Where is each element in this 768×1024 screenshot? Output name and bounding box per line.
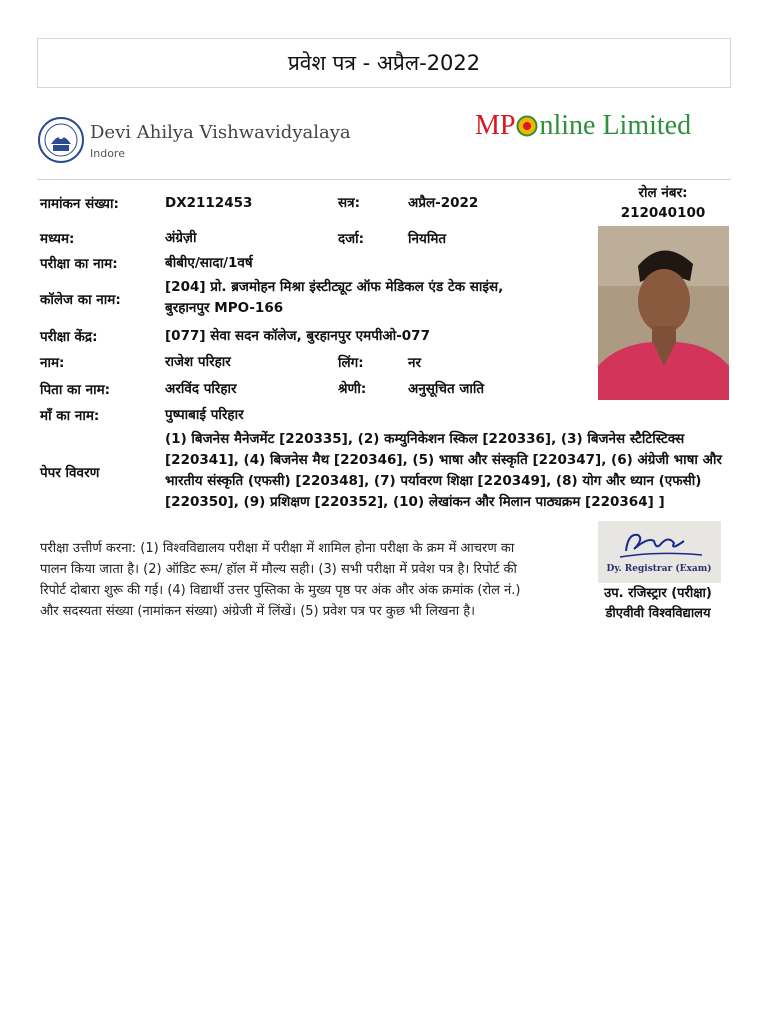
instructions-line-2: पालन किया जाता है। (2) ऑडिट रूम/ हॉल में मौल्य सही। (3) सभी परीक्षा में प्रवेश पत्र है। रिपोर्ट की [40,562,517,577]
registrar-caption [578,584,738,624]
mpo-globe-icon [516,115,538,137]
instructions-text [40,538,575,622]
gender-label: लिंग: [338,355,364,371]
exam-name-value: बीबीए/सादा/1वर्ष [165,255,253,271]
registrar-university: डीएवीवी विश्वविद्यालय [605,606,711,621]
paper-details-label: पेपर विवरण [40,465,100,481]
gender-value: नर [408,355,422,371]
stamp-text: Dy. Registrar (Exam) [606,564,712,574]
candidate-photo-illustration [598,226,729,400]
instructions-line-4: और सदस्यता संख्या (नामांकन संख्या) अंग्रेजी में लिंखें। (5) प्रवेश पत्र पर कुछ भी लिखना है। [40,604,476,619]
medium-value: अंग्रेज़ी [165,230,197,246]
session-value: अप्रैल-2022 [408,195,479,211]
status-label: दर्जा: [338,231,365,247]
college-line-2: बुरहानपुर MPO-166 [165,300,284,316]
medium-label: मध्यम: [40,231,75,247]
mpo-logo-part2: nline Limited [539,110,692,141]
name-label: नाम: [40,355,65,371]
exam-name-label: परीक्षा का नाम: [40,256,118,272]
instructions-line-3: रिपोर्ट दोबारा शुरू की गई। (4) विद्यार्थी उत्तर पुस्तिका के मुख्य पृष्ठ पर अंक और अंक क्रमांक (रोल नं.) [40,583,521,598]
roll-number-value: 212040100 [620,205,706,221]
university-name: Devi Ahilya Vishwavidyalaya [90,122,351,143]
registrar-title: उप. रजिस्ट्रार (परीक्षा) [604,586,712,601]
paper-line-2: [220341], (4) बिजनेस मैथ [220346], (5) भाषा और संस्कृति [220347], (6) अंग्रेजी भाषा और [165,452,722,468]
name-value: राजेश परिहार [165,354,231,370]
father-name-value: अरविंद परिहार [165,381,237,397]
college-value [165,277,503,319]
category-label: श्रेणी: [338,381,367,397]
paper-line-4: [220350], (9) प्रशिक्षण [220352], (10) लेखांकन और मिलान पाठ्यक्रम [220364] ] [165,494,665,510]
category-value: अनुसूचित जाति [408,381,485,397]
university-emblem-icon [38,117,84,163]
mponline-logo [475,110,691,142]
exam-centre-value: [077] सेवा सदन कॉलेज, बुरहानपुर एमपीओ-077 [165,328,430,344]
exam-centre-label: परीक्षा केंद्र: [40,329,98,345]
paper-details-value [165,429,722,513]
enrollment-value: DX2112453 [165,195,253,211]
instructions-line-1: परीक्षा उत्तीर्ण करना: (1) विश्वविद्यालय परीक्षा में परीक्षा में शामिल होना परीक्षा के क्रम में आचरण का [40,541,515,556]
registrar-signature [598,521,721,583]
header-divider [37,179,731,180]
college-line-1: [204] प्रो. ब्रजमोहन मिश्रा इंस्टीट्यूट ऑफ मेडिकल एंड टेक साइंस, [165,279,504,295]
session-label: सत्र: [338,195,360,211]
page-title: प्रवेश पत्र - अप्रैल-2022 [37,38,731,88]
mother-name-label: माँ का नाम: [40,408,100,424]
paper-line-3: भारतीय संस्कृति (एफसी) [220348], (7) पर्यावरण शिक्षा [220349], (8) योग और ध्यान (एफसी) [165,473,702,489]
candidate-photo [598,226,729,400]
college-label: कॉलेज का नाम: [40,292,121,308]
university-city: Indore [90,147,125,160]
mother-name-value: पुष्पाबाई परिहार [165,407,244,423]
paper-line-1: (1) बिजनेस मैनेजमेंट [220335], (2) कम्युनिकेशन स्किल [220336], (3) बिजनेस स्टैटिस्टिक्स [165,431,685,447]
enrollment-label: नामांकन संख्या: [40,196,119,212]
roll-number-label: रोल नंबर: [638,185,688,201]
signature-stamp-icon [598,521,721,583]
father-name-label: पिता का नाम: [40,382,111,398]
mpo-logo-part1: MP [475,110,516,141]
status-value: नियमित [408,231,447,247]
